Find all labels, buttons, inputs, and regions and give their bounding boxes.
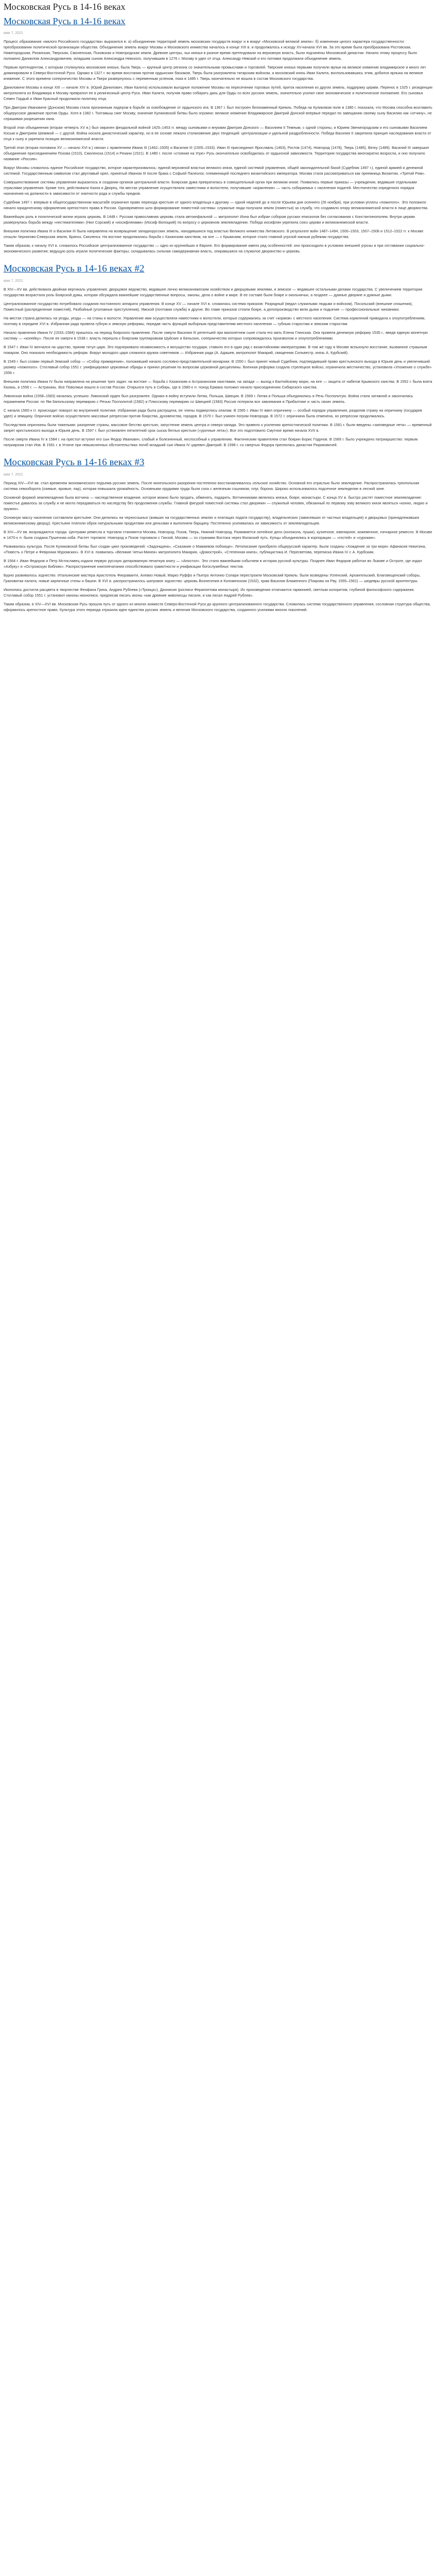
- article-1: [4, 15, 432, 254]
- article-date: мая 7, 2021: [4, 31, 23, 35]
- paragraph: Вокруг Москвы сложилось единое Российское государство, которое характеризовалось: единой верховной властью великого князя, единой системой управления, общей законодательной базой (Судебник 1497 г.), единой армией и денежной системой. Государственным символом стал двуглавый орел, принятый Иваном III после брака с Софьей Палеолог, племянницей последнего византийского императора. Москва стала рассматриваться как преемница Византии, «Третий Рим».: [4, 165, 426, 176]
- paragraph: Развивалась культура. После Куликовской битвы был создан цикл произведений: «Задонщина», «Сказание о Мамаевом побоище». Летописание приобрело общерусский характер. Были созданы «Хождение за три моря» Афанасия Никитина, «Повесть о Петре и Февронии Муромских». В XVI в. появились «Великие Четьи-Минеи» митрополита Макария, «Домострой», «Степенная книга», публицистика И. Пересветова, переписка Ивана IV с А. Курбским.: [4, 544, 426, 554]
- paragraph: Период XIV—XVI вв. стал временем экономического подъема русских земель. После монгольского разорения постепенно восстанавливалось сельское хозяйство. Основной его отраслью было земледелие. Распространилась трехпольная система севооборота (озимые, яровые, пар), которая повышала урожайность. Основными орудиями труда были соха с железным сошником, плуг, борона. Широко использовалось подсечное земледелие в лесной зоне.: [4, 481, 420, 491]
- paragraph: Бурно развивалось зодчество. Итальянские мастера Аристотель Фиораванти, Алевиз Новый, Марко Руффо и Пьетро Антонио Солари перестроили Московский Кремль: были возведены Успенский, Архангельский, Благовещенский соборы, Грановитая палата, новые кирпичные стены и башни. В XVI в. распространилось шатровое зодчество: церковь Вознесения в Коломенском (1532), храм Василия Блаженного (Покрова на Рву, 1555–1561) — шедевры русской архитектуры.: [4, 573, 421, 583]
- article-3: [4, 457, 432, 613]
- paragraph: Даниловичи Москвы в конце XIII — начале XIV в. (Юрий Данилович, Иван Калита) использовали выгодное положение Москвы на пересечении торговых путей, приток населения из других земель, поддержку церкви. Перенос в 1325 г. резиденции митрополита из Владимира в Москву превратил ее в религиозный центр Руси. Иван Калита, получив право собирать дань для Орды со всех русских земель, значительно усилил свое экономическое и политическое положение. Его сыновья Семен Гордый и Иван Красный продолжали политику отца.: [4, 85, 432, 101]
- paragraph: В 1547 г. Иван IV венчался на царство, приняв титул царя. Это подчеркивало независимость и могущество государя, ставило его в один ряд с византийскими императорами. В том же году в Москве вспыхнуло восстание, вызванное страшным пожаром. Оно показало необходимость реформ. Вокруг молодого царя сложился кружок советников — Избранная рада (А. Адашев, митрополит Макарий, священник Сильвестр, князь А. Курбский).: [4, 345, 427, 355]
- page: [0, 1, 436, 613]
- article-body: [4, 480, 432, 613]
- paragraph: При Дмитрии Ивановиче (Донском) Москва стала признанным лидером в борьбе за освобождение от ордынского ига. В 1367 г. был построен белокаменный Кремль. Победа на Куликовом поле в 1380 г. показала, что Москва способна возглавить общерусское движение против Орды. Хотя в 1382 г. Тохтамыш сжег Москву, значение Куликовской битвы было огромно: великое княжение Владимирское Дмитрий Донской впервые передал по завещанию своему сыну Василию как «отчину», не спрашивая разрешения хана.: [4, 105, 432, 121]
- article-body: [4, 286, 432, 448]
- paragraph: Ливонская война (1558–1583) началась успешно: Ливонский орден был разгромлен. Однако в войну вступили Литва, Польша, Швеция. В 1569 г. Литва и Польша объединились в Речь Посполитую. Война стала затяжной и закончилась поражением России: по Ям-Запольскому перемирию с Речью Посполитой (1582) и Плюсскому перемирию со Швецией (1583) Россия потеряла все завоевания в Прибалтике и часть своих земель.: [4, 394, 413, 404]
- paragraph: Процесс образования «малого Российского государства» выразился в: а) объединении территорий земель московских государств вокруг и в вокруг «Московской великой земли»: б) изменении целого характера государственности: преобразовании политической организации общества. Объединение земель вокруг Москвы и Московского княжества началось в конце XIII в. и продолжалось к исходу XV-начала XVI вв. За это время была преобразована Ростовская, Нижегородская, Рязанская, Тверская, Смоленская, Псковская и Новгородская земли. Древние центры, чьи князья в разное время претендовали на верховную власть, были подчинены Московской династии. Начало этому процессу было положено Даниилом Александровичем, младшим сыном Александра Невского, получившим в 1276 г. Москву в удел от отца. Александр Невский и его потомки продолжали объединение земель.: [4, 39, 417, 61]
- paragraph: Начало правления Ивана IV (1533–1584) пришлось на период боярского правления. После смерти Василия III регентшей при малолетнем сыне стала его мать Елена Глинская. Она провела денежную реформу 1535 г., введя единую монетную систему — «копейку». После ее смерти в 1538 г. власть перешла к боярским группировкам Шуйских и Бельских, соперничество которых сопровождалось произволом и злоупотреблениями.: [4, 330, 428, 341]
- paragraph: В 1549 г. был созван первый Земский собор — «Собор примирения», положивший начало сословно-представительной монархии. В 1550 г. был принят новый Судебник, подтвердивший право крестьянского выхода в Юрьев день и увеличивший размер «пожилого». Стоглавый собор 1551 г. унифицировал церковные обряды и принял решения по вопросам церковной дисциплины. Военная реформа создала стрелецкое войско, ограничила местничество, установила «Уложение о службе» 1556 г.: [4, 359, 432, 375]
- paragraph: В XIV—XV вв. действовала двойная вертикаль управления: дворцовое ведомство, ведавшее лично великокняжеским хозяйством и дворцовыми землями, и земское — ведавшее остальными делами государства. С увеличением территории государства возрастала роль Боярской думы, которая обсуждала важнейшие государственные вопросы, законы, дела о войне и мире. В ее составе были бояре и окольничьи, а позднее — думные дворяне и думные дьяки.: [4, 287, 423, 297]
- paragraph: Иконопись достигла расцвета в творчестве Феофана Грека, Андрея Рублева («Троица»), Дионисия (росписи Ферапонтова монастыря). Их произведения отличаются гармонией, светлым колоритом, глубиной философского содержания. Стоглавый собор 1551 г. установил каноны иконописи, предписав писать иконы «как древние живописцы писали, и как писал Андрей Рублев».: [4, 587, 415, 598]
- paragraph: С начала 1560-х гг. происходит поворот во внутренней политике. Избранная рада была распущена, ее члены подверглись опалам. В 1565 г. Иван IV ввел опричнину — особый порядок управления, разделив страну на опричнину (государев удел) и земщину. Опричное войско осуществляло массовые репрессии против боярства, духовенства, городов. В 1570 г. был учинен погром Новгорода. В 1572 г. опричнина была отменена, но репрессии продолжались.: [4, 408, 423, 418]
- paragraph: Основной формой землевладения была вотчина — наследственное владение, которое можно было продать, обменять, подарить. Вотчинниками являлись князья, бояре, монастыри. С конца XV в. быстро растет поместное землевладение: поместье давалось за службу и не могло передаваться по наследству без продолжения службы. Главной фигурой поместной системы стал дворянин — служилый человек, обязанный по первому зову великого князя являться «конно, людно и оружно».: [4, 495, 428, 511]
- article-title[interactable]: Московская Русь в 14-16 веках #2: [4, 263, 145, 274]
- paragraph: Последствия опричнины были тяжелыми: разорение страны, массовое бегство крестьян, запустение земель центра и северо-запада. Это привело к усилению крепостнической политики. В 1581 г. были введены «заповедные лета» — временный запрет крестьянского выхода в Юрьев день. В 1597 г. был установлен пятилетний срок сыска беглых крестьян («урочные лета»). Все это подготовило Смутное время начала XVII в.: [4, 422, 432, 433]
- article-body: [4, 39, 432, 254]
- paragraph: Внешняя политика Ивана III и Василия III была направлена на возвращение западнорусских земель, находившихся под властью Великого княжества Литовского. В результате войн 1487–1494, 1500–1503, 1507–1508 и 1512–1522 гг. к Москве отошли Чернигово-Северская земля, Брянск, Смоленск. На востоке продолжалась борьба с Казанским ханством, на юге — с Крымским, которое стало главной угрозой южным рубежам государства.: [4, 229, 424, 239]
- paragraph: После смерти Ивана IV в 1584 г. на престол вступил его сын Федор Иванович, слабый и болезненный, неспособный к управлению. Фактическим правителем стал боярин Борис Годунов. В 1589 г. было учреждено патриаршество: первым патриархом стал Иов. В 1591 г. в Угличе при невыясненных обстоятельствах погиб младший сын Ивана IV царевич Дмитрий. В 1598 г. со смертью Федора пресеклась династия Рюриковичей.: [4, 437, 418, 447]
- paragraph: Первым претендентом, с которым столкнулись московские князья, была Тверь — крупный центр региона со значительными промыслами и торговлей. Тверские князья первыми получили ярлык на великое княжение владимирское и много лет доминировали в Северо-Восточной Руси. Однако в 1327 г. во время восстания против ордынских баскаков, Тверь была разгромлена татарским войском, а московский князь Иван Калита, воспользовавшись этим, добился ярлыка на великое княжение. С этого времени соперничество Москвы и Твери развернулось с переменным успехом, пока в 1485 г. Тверь окончательно не вошла в состав Московского государства.: [4, 65, 426, 81]
- paragraph: На местах страна делилась на уезды, уезды — на станы и волости. Управление ими осуществляли наместники и волостели, которые содержались за счет «кормов» с местного населения. Система кормлений приводила к злоупотреблениям, поэтому в середине XVI в. Избранная рада провела губную и земскую реформы, передав часть функций выборным представителям местного населения — губным старостам и земским старостам.: [4, 316, 426, 326]
- paragraph: Совершенствование системы управления выразилось в создании органов центральной власти. Боярская дума превратилась в совещательный орган при великом князе. Появились первые приказы — учреждения, ведавшие отдельными отраслями управления. Кроме того, действовали Казна и Дворец. На местах управление осуществляли наместники и волостели, получавшие «кормления» — часть собираемых с населения податей. Местничество определяло порядок назначения на должности в зависимости от знатности рода и службы предков.: [4, 180, 417, 196]
- article-date: мая 7, 2021: [4, 473, 23, 477]
- paragraph: Важнейшую роль в политической жизни играла церковь. В 1448 г. Русская православная церковь стала автокефальной — митрополит Иона был избран собором русских епископов без согласования с Константинополем. Внутри церкви развернулась борьба между «нестяжателями» (Нил Сорский) и «иосифлянами» (Иосиф Волоцкий) по вопросу о церковном землевладении. Победа иосифлян укрепила союз церкви и великокняжеской власти.: [4, 214, 415, 225]
- article-title[interactable]: Московская Русь в 14-16 веках: [4, 16, 126, 26]
- paragraph: Основную массу населения составляли крестьяне. Они делились на черносошных (живших на государственных землях и платящих подати государству), владельческих (зависевших от частных владельцев) и дворцовых (принадлежавших великокняжескому дворцу). Крестьяне платили оброк натуральными продуктами или деньгами и выполняли барщину. Постепенно усиливалась их зависимость от землевладельцев.: [4, 515, 420, 526]
- paragraph: Таким образом, в XIV—XVI вв. Московская Русь прошла путь от одного из многих княжеств Северо-Восточной Руси до крупного централизованного государства. Сложилась система государственного управления, сословная структура общества, оформилось крепостное право. Культура этого периода отразила идеи единства русских земель и величия Московского государства, созданного усилиями многих поколений.: [4, 602, 431, 612]
- paragraph: Второй этап объединения (вторая четверть XV в.) был омрачен феодальной войной 1425–1453 гг. между сыновьями и внуками Дмитрия Донского — Василием II Темным, с одной стороны, и Юрием Звенигородским и его сыновьями Василием Косым и Дмитрием Шемякой — с другой. Война носила династический характер, но в ее основе лежало столкновение двух тенденций: централизации и удельной раздробленности. Победа Василия II закрепила принцип наследования власти от отца к сыну и укрепила позиции великокняжеской власти.: [4, 125, 431, 141]
- paragraph: В 1564 г. Иван Федоров и Петр Мстиславец издали первую русскую датированную печатную книгу — «Апостол». Это стало важнейшим событием в истории русской культуры. Позднее Иван Федоров работал во Львове и Остроге, где издал «Азбуку» и «Острожскую Библию». Распространение книгопечатания способствовало грамотности и унификации богослужебных текстов.: [4, 558, 422, 569]
- paragraph: Централизованное государство потребовало создания постоянного аппарата управления. В конце XV — начале XVI в. сложилась система приказов: Разрядный (ведал служилыми людьми и войском), Посольский (внешние сношения), Поместный (распределение поместий), Разбойный (уголовные преступления), Ямской (почтовая служба) и другие. Во главе приказов стояли бояре, а делопроизводство вели дьяки и подьячие — профессиональные чиновники.: [4, 301, 413, 312]
- paragraph: Внешняя политика Ивана IV была направлена на решение трех задач: на востоке — борьба с Казанским и Астраханским ханствами, на западе — выход к Балтийскому морю, на юге — защита от набегов Крымского ханства. В 1552 г. была взята Казань, в 1556 г. — Астрахань. Все Поволжье вошло в состав России. Открылся путь в Сибирь, где в 1580-х гг. поход Ермака положил начало присоединению Сибирского ханства.: [4, 379, 432, 389]
- site-title: Московская Русь в 14-16 веках: [4, 2, 126, 12]
- article-title[interactable]: Московская Русь в 14-16 веках #3: [4, 457, 145, 468]
- paragraph: В XIV—XV вв. возрождаются города. Центрами ремесла и торговли становятся Москва, Новгород, Псков, Тверь, Нижний Новгород. Развивается литейное дело (колокола, пушки), кузнечное, ювелирное, кожевенное, гончарное ремесло. В Москве в 1470-х гг. была создана Пушечная изба. Растет торговля: Новгород и Псков торговали с Ганзой, Москва — со странами Востока через Волжский путь. Купцы объединялись в корпорации — «гостей» и «сурожан».: [4, 530, 432, 540]
- paragraph: Третий этап (вторая половина XV — начало XVI в.) связан с правлением Ивана III (1462–1505) и Василия III (1505–1533). Иван III присоединил Ярославль (1463), Ростов (1474), Новгород (1478), Тверь (1485), Вятку (1489). Василий III завершил объединение присоединением Пскова (1510), Смоленска (1514) и Рязани (1521). В 1480 г. после «стояния на Угре» Русь окончательно освободилась от ордынской зависимости. Территория государства многократно возросла, и оно получило название «Россия».: [4, 145, 429, 161]
- paragraph: Таким образом, к началу XVI в. сложилось Российское централизованное государство — одно из крупнейших в Европе. Его формирование имело ряд особенностей: оно происходило в условиях внешней угрозы и при отставании социально-экономического развития; ведущую роль играли политические факторы; складывалась сильная самодержавная власть, опиравшаяся на служилое дворянство и церковь.: [4, 243, 425, 253]
- article-2: [4, 263, 432, 448]
- paragraph: Судебник 1497 г. впервые в общегосударственном масштабе ограничил право перехода крестьян от одного владельца к другому — одной неделей до и после Юрьева дня осеннего (26 ноября), при условии уплаты «пожилого». Это положило начало юридическому оформлению крепостного права в России. Одновременно шло формирование поместной системы: служилые люди получали земли (поместья) за службу, что создавало опору великокняжеской власти в лице дворянства.: [4, 200, 429, 210]
- article-date: мая 7, 2021: [4, 279, 23, 283]
